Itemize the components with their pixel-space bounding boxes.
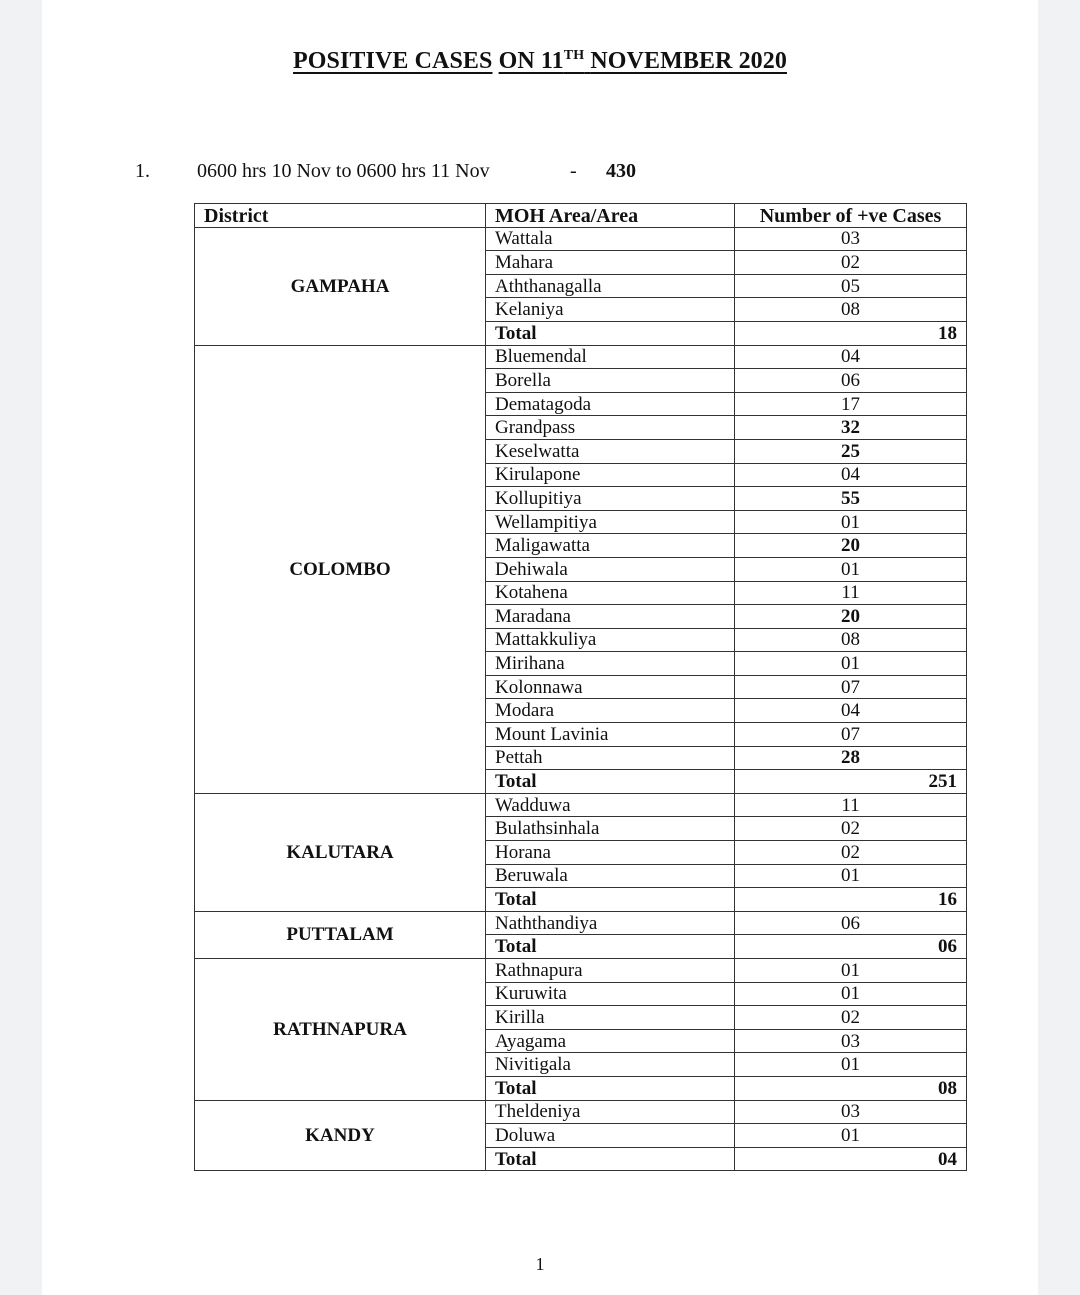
moh-area-name: Beruwala xyxy=(486,864,735,888)
table-row xyxy=(195,959,967,983)
title-ordinal-suffix: TH xyxy=(563,48,585,63)
moh-area-name: Maradana xyxy=(486,605,735,629)
case-count: 17 xyxy=(735,392,967,416)
summary-dash: - xyxy=(570,160,577,182)
moh-area-name: Mahara xyxy=(486,251,735,275)
summary-item-number: 1. xyxy=(135,160,150,182)
district-name: PUTTALAM xyxy=(195,911,486,958)
district-total-value: 08 xyxy=(735,1076,967,1100)
case-count: 28 xyxy=(735,746,967,770)
district-name: KALUTARA xyxy=(195,793,486,911)
case-count: 25 xyxy=(735,439,967,463)
total-label: Total xyxy=(486,1076,735,1100)
case-count: 08 xyxy=(735,298,967,322)
table-row xyxy=(195,227,967,251)
case-count: 05 xyxy=(735,274,967,298)
document-page xyxy=(42,0,1038,1295)
total-label: Total xyxy=(486,935,735,959)
table-row xyxy=(195,793,967,817)
case-count: 07 xyxy=(735,723,967,747)
moh-area-name: Theldeniya xyxy=(486,1100,735,1124)
moh-area-name: Wadduwa xyxy=(486,793,735,817)
table-row xyxy=(195,1100,967,1124)
district-total-value: 18 xyxy=(735,321,967,345)
case-count: 01 xyxy=(735,510,967,534)
case-count: 01 xyxy=(735,1124,967,1148)
case-count: 01 xyxy=(735,557,967,581)
title-part-month-year: NOVEMBER 2020 xyxy=(590,48,787,74)
case-count: 02 xyxy=(735,841,967,865)
case-count: 20 xyxy=(735,605,967,629)
case-count: 02 xyxy=(735,817,967,841)
moh-area-name: Ayagama xyxy=(486,1029,735,1053)
total-label: Total xyxy=(486,888,735,912)
summary-line xyxy=(42,160,1038,186)
moh-area-name: Nivitigala xyxy=(486,1053,735,1077)
moh-area-name: Horana xyxy=(486,841,735,865)
moh-area-name: Kotahena xyxy=(486,581,735,605)
moh-area-name: Kollupitiya xyxy=(486,487,735,511)
moh-area-name: Kuruwita xyxy=(486,982,735,1006)
moh-area-name: Bluemendal xyxy=(486,345,735,369)
page-number: 1 xyxy=(535,1254,545,1274)
district-name: GAMPAHA xyxy=(195,227,486,345)
case-count: 01 xyxy=(735,1053,967,1077)
case-count: 01 xyxy=(735,982,967,1006)
moh-area-name: Mattakkuliya xyxy=(486,628,735,652)
moh-area-name: Modara xyxy=(486,699,735,723)
moh-area-name: Kirulapone xyxy=(486,463,735,487)
case-count: 02 xyxy=(735,1006,967,1030)
case-count: 11 xyxy=(735,581,967,605)
table-row xyxy=(195,345,967,369)
case-count: 03 xyxy=(735,1100,967,1124)
moh-area-name: Wattala xyxy=(486,227,735,251)
total-label: Total xyxy=(486,1147,735,1171)
moh-area-name: Dehiwala xyxy=(486,557,735,581)
case-count: 01 xyxy=(735,652,967,676)
case-count: 04 xyxy=(735,345,967,369)
summary-time-range: 0600 hrs 10 Nov to 0600 hrs 11 Nov xyxy=(197,160,490,182)
moh-area-name: Wellampitiya xyxy=(486,510,735,534)
case-count: 55 xyxy=(735,487,967,511)
table-header-row xyxy=(195,204,967,228)
case-count: 04 xyxy=(735,699,967,723)
title-part-date: ON 11 xyxy=(498,48,564,74)
moh-area-name: Kolonnawa xyxy=(486,675,735,699)
case-count: 01 xyxy=(735,864,967,888)
district-name: KANDY xyxy=(195,1100,486,1171)
moh-area-name: Maligawatta xyxy=(486,534,735,558)
header-number-of-cases: Number of +ve Cases xyxy=(735,204,967,228)
case-count: 04 xyxy=(735,463,967,487)
case-count: 02 xyxy=(735,251,967,275)
moh-area-name: Dematagoda xyxy=(486,392,735,416)
district-name: COLOMBO xyxy=(195,345,486,793)
moh-area-name: Doluwa xyxy=(486,1124,735,1148)
district-name: RATHNAPURA xyxy=(195,959,486,1101)
district-total-value: 06 xyxy=(735,935,967,959)
table-row xyxy=(195,911,967,935)
moh-area-name: Grandpass xyxy=(486,416,735,440)
district-total-value: 251 xyxy=(735,770,967,794)
case-count: 06 xyxy=(735,911,967,935)
case-count: 32 xyxy=(735,416,967,440)
total-label: Total xyxy=(486,770,735,794)
district-total-value: 04 xyxy=(735,1147,967,1171)
case-count: 08 xyxy=(735,628,967,652)
summary-total-cases: 430 xyxy=(606,160,636,182)
header-district: District xyxy=(195,204,486,228)
header-moh-area: MOH Area/Area xyxy=(486,204,735,228)
case-count: 03 xyxy=(735,1029,967,1053)
moh-area-name: Mirihana xyxy=(486,652,735,676)
moh-area-name: Kelaniya xyxy=(486,298,735,322)
total-label: Total xyxy=(486,321,735,345)
moh-area-name: Kirilla xyxy=(486,1006,735,1030)
moh-area-name: Aththanagalla xyxy=(486,274,735,298)
page-title xyxy=(42,48,1038,75)
case-count: 11 xyxy=(735,793,967,817)
positive-cases-table xyxy=(194,203,967,1171)
case-count: 03 xyxy=(735,227,967,251)
title-part-positive-cases: POSITIVE CASES xyxy=(293,48,493,74)
moh-area-name: Rathnapura xyxy=(486,959,735,983)
moh-area-name: Borella xyxy=(486,369,735,393)
case-count: 01 xyxy=(735,959,967,983)
moh-area-name: Mount Lavinia xyxy=(486,723,735,747)
case-count: 20 xyxy=(735,534,967,558)
moh-area-name: Naththandiya xyxy=(486,911,735,935)
moh-area-name: Pettah xyxy=(486,746,735,770)
district-total-value: 16 xyxy=(735,888,967,912)
moh-area-name: Bulathsinhala xyxy=(486,817,735,841)
moh-area-name: Keselwatta xyxy=(486,439,735,463)
case-count: 07 xyxy=(735,675,967,699)
case-count: 06 xyxy=(735,369,967,393)
